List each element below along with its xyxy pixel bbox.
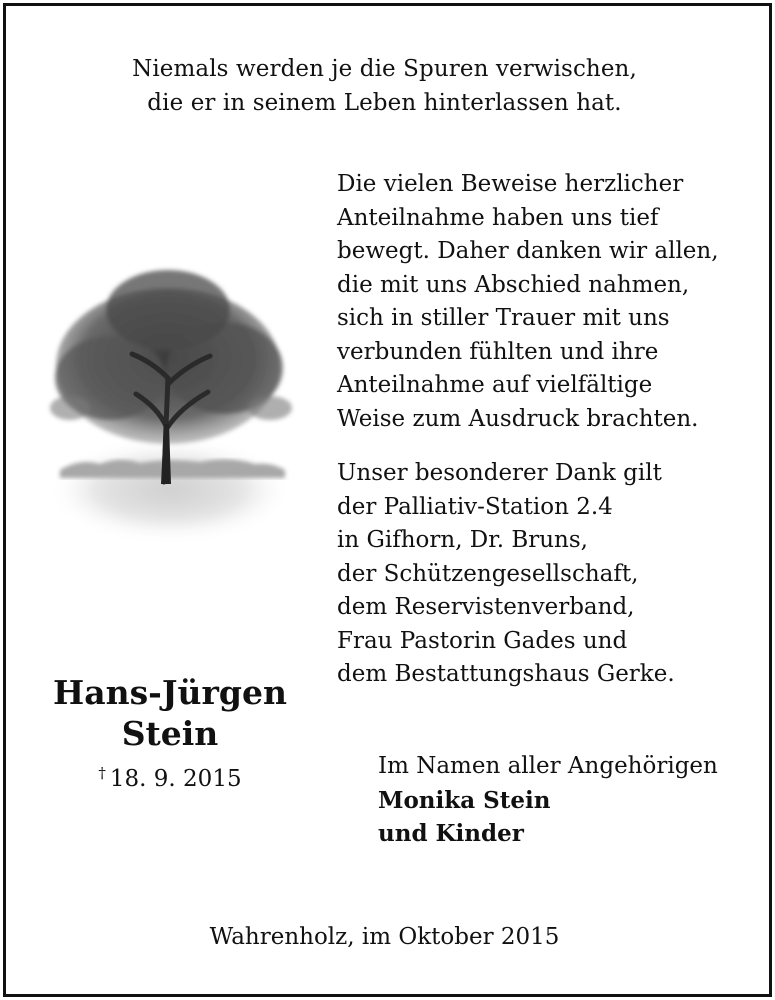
text-line: verbunden fühlten und ihre	[337, 338, 659, 365]
place-date: Wahrenholz, im Oktober 2015	[209, 924, 560, 950]
text-line: der Palliativ-Station 2.4	[337, 493, 613, 520]
text-line: in Gifhorn, Dr. Bruns,	[337, 527, 588, 553]
death-date: 18. 9. 2015	[109, 766, 242, 792]
text-line: Frau Pastorin Gades und	[337, 627, 628, 654]
text-line: Anteilnahme auf vielfältige	[337, 372, 653, 398]
family-name: und Kinder	[378, 820, 524, 847]
text-line: Anteilnahme haben uns tief	[337, 204, 659, 231]
text-line: der Schützengesellschaft,	[337, 560, 639, 587]
text-line: Weise zum Ausdruck brachten.	[337, 405, 699, 432]
text-line: Die vielen Beweise herzlicher	[337, 171, 684, 197]
motto-line: Niemals werden je die Spuren verwischen,	[132, 56, 637, 82]
text-line: sich in stiller Trauer mit uns	[337, 305, 670, 331]
family-intro: Im Namen aller Angehörigen	[378, 753, 718, 779]
text-line: dem Bestattungshaus Gerke.	[337, 661, 675, 687]
family-name: Monika Stein	[378, 786, 551, 814]
name-line: Hans-Jürgen	[53, 673, 287, 712]
motto	[0, 52, 769, 120]
special-thanks-paragraph	[337, 457, 757, 692]
thanks-paragraph	[337, 168, 757, 436]
text-line: die mit uns Abschied nahmen,	[337, 271, 690, 298]
family-signature	[378, 750, 758, 851]
deceased-name	[20, 672, 320, 754]
text-line: dem Reservistenverband,	[337, 594, 635, 620]
tree-photo-icon	[40, 258, 298, 544]
name-line: Stein	[121, 714, 219, 753]
text-line: Unser besonderer Dank gilt	[337, 460, 662, 486]
motto-line: die er in seinem Leben hinterlassen hat.	[147, 90, 622, 116]
dagger-icon: †	[98, 764, 106, 782]
death-date-line	[20, 758, 320, 794]
text-line: bewegt. Daher danken wir allen,	[337, 238, 719, 264]
